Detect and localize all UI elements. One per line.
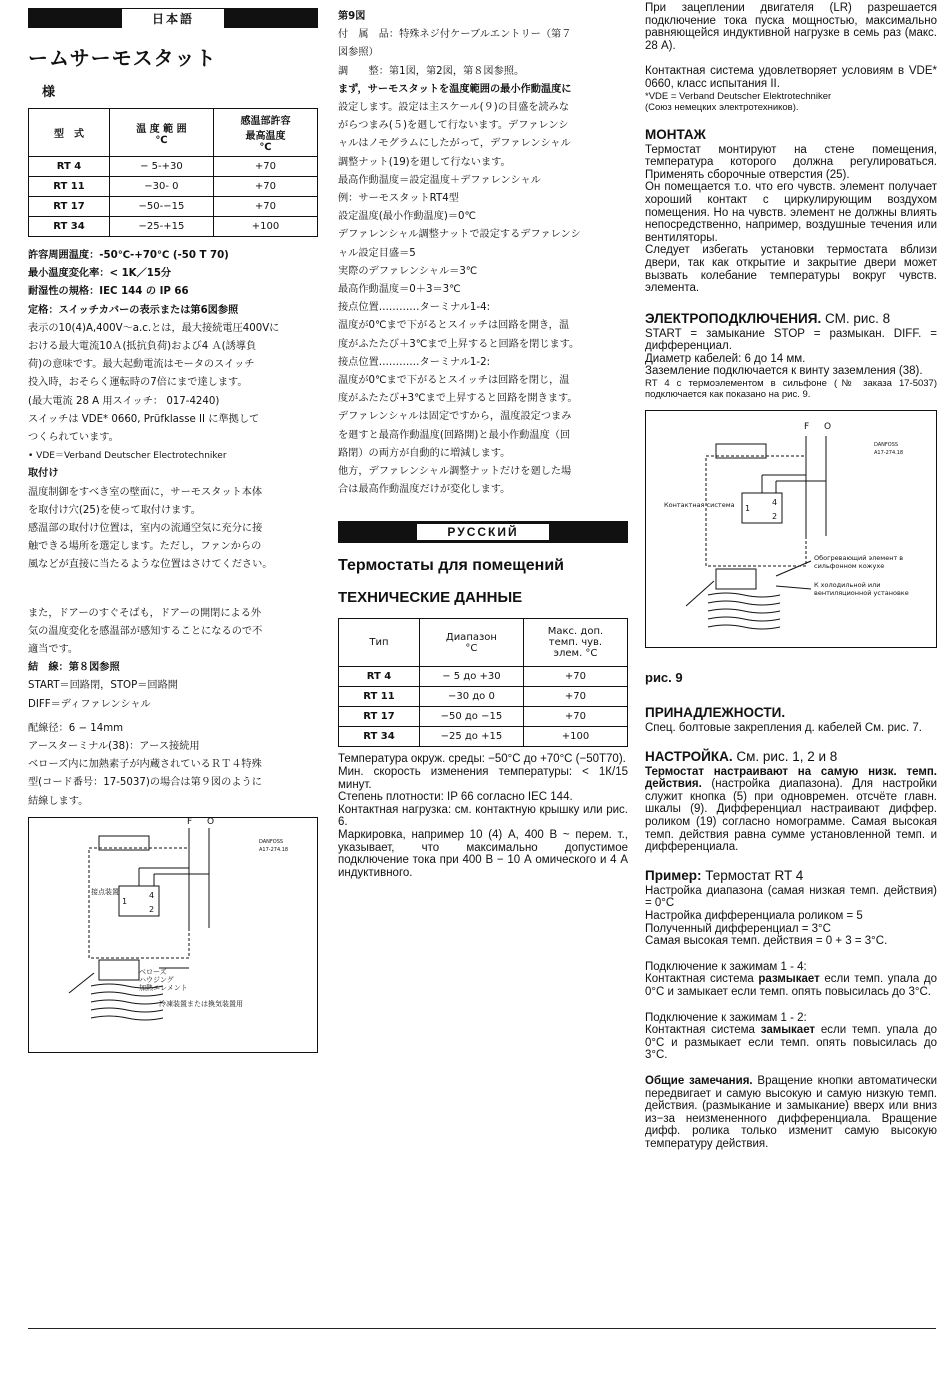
japanese-language-label: 日本語 [122, 9, 224, 28]
text-line: を取付け穴(25)を使って取付けます。 [28, 504, 201, 516]
figure-label-code: DANFOSS A17-274.18 [259, 838, 289, 853]
table-row [339, 667, 628, 687]
text-line: 調整ナット(19)を廻して行ないます。 [338, 156, 511, 168]
text-line: 第9図 [338, 11, 366, 22]
russian-wiring-figure [645, 410, 937, 648]
table-row [29, 157, 318, 177]
svg-text:4: 4 [149, 890, 155, 900]
general-remarks-bold: Общие замечания. [645, 1074, 753, 1087]
text-line: デファレンシャルは固定ですから，温度設定つまみ [338, 411, 572, 423]
russian-spec-table [338, 618, 628, 747]
figure-caption: рис. 9 [645, 670, 683, 686]
text-line: 配線径：6 − 14mm [28, 722, 124, 734]
example-text [645, 885, 937, 1151]
table-cell: −30 до 0 [419, 687, 523, 707]
figure-label-cold: К холодильной или вентиляционной установке [814, 581, 909, 598]
text-paragraph: При зацеплении двигателя (LR) разрешается подключение тока пуска мощностью, максимально равняющейся индуктивной нагрузке в семь раз (макс. 28 А). [645, 2, 937, 52]
connection-14-heading: Подключение к зажимам 1 - 4: [645, 960, 807, 973]
figure-label-code: DANFOSS A17-274.18 [874, 442, 904, 457]
text-line: 投入時，おそらく運転時の7倍にまで達します。 [28, 377, 248, 389]
mount-heading: МОНТАЖ [645, 126, 706, 142]
svg-text:4: 4 [772, 498, 778, 508]
text-line: デファレンシャル調整ナットで設定するデファレンシ [338, 229, 581, 241]
russian-tech-text [338, 753, 628, 879]
japanese-spec-text [28, 247, 318, 811]
text-paragraph: Контактная нагрузка: см. контактную крышку или рис. 6. [338, 803, 628, 829]
table-cell: − 5 до +30 [419, 667, 523, 687]
table-header: 型 式 [29, 109, 110, 157]
table-cell: RT 17 [339, 707, 420, 727]
table-cell: +100 [213, 217, 317, 237]
example-heading-text: Пример: [645, 867, 702, 883]
japanese-title: ームサーモスタット [28, 46, 217, 70]
electrical-text [645, 328, 937, 400]
connection-12-bold: замыкает [760, 1024, 816, 1037]
adjustment-bold-text: Термостат настраивают на самую низк. темп. действия. [645, 765, 937, 791]
text-paragraph: Заземление подключается к винту заземления (38). [645, 365, 923, 378]
adjustment-heading [645, 749, 937, 764]
text-line: スイッチは VDE* 0660, Prüfklasse II に準拠して [28, 413, 260, 425]
text-paragraph: Контактная система удовлетворяет условиям в VDE* 0660, класс испытания II. [645, 65, 937, 90]
table-row [29, 177, 318, 197]
page-bottom-divider [28, 1328, 936, 1329]
table-cell: −30‐ 0 [109, 177, 213, 197]
svg-text:2: 2 [772, 512, 778, 522]
russian-language-label: РУССКИЙ [417, 524, 548, 540]
table-cell: +70 [213, 197, 317, 217]
text-line: Настройка дифференциала роликом = 5 [645, 910, 863, 922]
electrical-heading [645, 311, 937, 326]
text-paragraph: Температура окруж. среды: −50°С до +70°С (−50Т70). [338, 753, 626, 766]
text-line: 最小温度変化率：< 1K／15分 [28, 268, 172, 280]
text-line: 表示の10(4)A,400V～a.c.とは，最大接続電圧400Vに [28, 322, 280, 334]
svg-text:1: 1 [745, 504, 751, 514]
text-paragraph: Следует избегать установки термостата вблизи двери, так как открытие и закрытие двери может вызвать колебание температуры вокруг чувств. элемента. [645, 244, 937, 295]
text-line: おける最大電流10Ａ(抵抗負荷)および4 Ａ(誘導負 [28, 341, 257, 353]
russian-column-3 [645, 2, 937, 1151]
adjustment-heading-text: НАСТРОЙКА. [645, 748, 733, 764]
figure-label-f: F [187, 816, 193, 827]
connection-14-bold: размыкает [758, 973, 820, 986]
table-cell: +70 [213, 177, 317, 197]
table-header: 温 度 範 囲 ℃ [109, 109, 213, 157]
text-paragraph: RT 4 с термоэлементом в сильфоне (№ заказа 17-5037) подключается как показано на рис. 9. [645, 378, 937, 401]
table-header: 感温部許容 最高温度 ℃ [213, 109, 317, 157]
text-line: がらつまみ(５)を廻して行ないます。デファレンシ [338, 120, 569, 132]
table-cell: −25 до +15 [419, 727, 523, 747]
table-cell: RT 17 [29, 197, 110, 217]
table-row [29, 197, 318, 217]
text-line: 風などが直接に当たるような位置はさけてください。 [28, 559, 273, 571]
table-cell: +70 [523, 707, 627, 727]
figure-label-o: O [824, 422, 832, 433]
text-paragraph: Спец. болтовые закрепления д. кабелей См. рис. 7. [645, 722, 922, 735]
text-line: 付 属 品：特殊ネジ付ケーブルエントリー（第７ [338, 29, 572, 41]
text-line: 最高作動温度＝0＋3＝3℃ [338, 284, 461, 296]
text-line: 感温部の取付け位置は，室内の流通空気に充分に接 [28, 523, 263, 535]
text-line: 例：サーモスタットRT4型 [338, 193, 459, 205]
figure-label-heater: Обогревающий элемент в сильфонном кожухе [814, 554, 904, 571]
text-line: 度がふたたび+3℃まで上昇すると回路を開きます。 [338, 393, 578, 405]
table-header: Тип [339, 619, 420, 667]
text-paragraph [645, 973, 937, 998]
figure-label-contact: 接点装置 [91, 887, 119, 896]
table-cell: −25‐+15 [109, 217, 213, 237]
text-line: Настройка диапазона (самая низкая темп. действия) = 0°С [645, 884, 937, 910]
text-line: 調 整：第1図，第2図，第８図参照。 [338, 65, 525, 77]
text-line: • VDE＝Verband Deutscher Electrotechniker [28, 451, 227, 462]
text-line: 図参照） [338, 47, 379, 59]
text-line: START＝回路閉，STOP＝回路開 [28, 680, 178, 692]
text-line: 定格：スイッチカバーの表示または第6図参照 [28, 304, 239, 316]
text-paragraph [645, 1075, 937, 1151]
column-2 [338, 8, 628, 879]
text-paragraph [645, 1024, 937, 1062]
text-paragraph: Он помещается т.о. что его чувств. элемент получает хороший контакт с циркулирующим воздухом помещения. Но на чувств. элемент не должны влиять непосредственно, например, воздушные течения или вентиляторы. [645, 181, 937, 244]
text-line: DIFF＝ディファレンシャル [28, 698, 151, 710]
text-line: 耐湿性の規格：IEC 144 の IP 66 [28, 286, 189, 298]
figure-label-cold: 冷凍装置または換気装置用 [159, 999, 243, 1008]
text-line: 接点位置…………ターミナル1-4: [338, 302, 490, 314]
text-line: 設定します。設定は主スケール(９)の目盛を読みな [338, 102, 570, 114]
russian-title: Термостаты для помещений [338, 557, 564, 575]
text-paragraph: Диаметр кабелей: 6 до 14 мм. [645, 352, 806, 365]
text-paragraph: START = замыкание STOP = размыкан. DIFF. = дифференциал. [645, 327, 937, 353]
footnote: *VDE = Verband Deutscher Elektrotechniker [645, 90, 832, 102]
text-paragraph: Мин. скорость изменения температуры: < 1К/15 минут. [338, 766, 628, 791]
text-line: ャル設定目盛＝5 [338, 247, 416, 259]
text-line: 温度が0℃まで下がるとスイッチは回路を開き，温 [338, 320, 570, 332]
connection-12-post: если темп. упала до 0°С и размыкает если темп. опять повысилась до 3°С. [645, 1024, 938, 1062]
text-line: 触できる場所を選定します。ただし，ファンからの [28, 541, 262, 553]
figure-label-bellows: ベローズ ハウジング 加熱エレメント [139, 967, 188, 992]
connection-14-post: если темп. упала до 0°С и замыкает если темп. опять повысилась до 3°С. [645, 973, 938, 998]
text-paragraph: Степень плотности: IP 66 согласно IEC 144. [338, 791, 573, 804]
japanese-column-1 [28, 8, 318, 1053]
svg-text:1: 1 [122, 896, 128, 906]
figure-label-f: F [804, 422, 810, 433]
text-line: アースターミナル(38)：アース接続用 [28, 741, 200, 753]
text-line: つくられています。 [28, 432, 119, 444]
text-paragraph: Маркировка, например 10 (4) А, 400 В ~ перем. т., указывает, что максимально допустимое подключение тока при 400 В − 10 А омического и 4 А индуктивного. [338, 829, 628, 879]
russian-subtitle: ТЕХНИЧЕСКИЕ ДАННЫЕ [338, 589, 523, 607]
text-line: (最大電流 28 A 用スイッチ： 017-4240) [28, 395, 220, 407]
figure-label-o: O [207, 816, 215, 827]
text-line: 気の温度変化を感温部が感知することになるので不 [28, 625, 263, 637]
table-cell: RT 34 [29, 217, 110, 237]
text-line: 接点位置…………ターミナル1-2: [338, 356, 490, 368]
text-line: 他方，デファレンシャル調整ナットだけを廻した場 [338, 466, 572, 478]
table-cell: +70 [523, 667, 627, 687]
table-cell: RT 11 [339, 687, 420, 707]
mount-text [645, 144, 937, 295]
text-line: 温度が0℃まで下がるとスイッチは回路を閉じ，温 [338, 375, 570, 387]
text-line: 実際のデファレンシャル＝3℃ [338, 265, 478, 277]
text-line: 許容周囲温度：-50℃-+70℃ (-50 T 70) [28, 250, 229, 261]
install-heading: 取付け [28, 468, 59, 480]
text-line: ャルはノモグラムにしたがって，デファレンシャル [338, 138, 571, 150]
electrical-heading-text: ЭЛЕКТРОПОДКЛЮЧЕНИЯ. [645, 310, 822, 326]
adjustment-heading-ref: См. рис. 1, 2 и 8 [736, 748, 838, 764]
connection-12-pre: Контактная система [645, 1024, 761, 1037]
table-cell: +70 [213, 157, 317, 177]
text-paragraph: Термостат монтируют на стене помещения, температура которого должна регулироваться. Применять сборочные отверстия (25). [645, 143, 937, 181]
table-cell: +100 [523, 727, 627, 747]
connection-12-heading: Подключение к зажимам 1 - 2: [645, 1011, 807, 1024]
russian-col3-text [645, 2, 937, 113]
text-line: Полученный дифференциал = 3°С [645, 922, 831, 935]
text-line: 最高作動温度＝設定温度＋デファレンシャル [338, 174, 541, 186]
japanese-language-bar [28, 8, 318, 28]
example-heading [645, 868, 937, 883]
text-line: ベローズ内に加熱素子が内蔵されているＲＴ４特殊 [28, 759, 262, 771]
accessories-heading: ПРИНАДЛЕЖНОСТИ. [645, 705, 786, 721]
text-line: Самая высокая темп. действия = 0 + 3 = 3°С. [645, 935, 888, 948]
table-cell: RT 11 [29, 177, 110, 197]
example-heading-ref: Термостат RT 4 [705, 867, 804, 883]
electrical-heading-ref: СМ. рис. 8 [824, 310, 891, 326]
text-line: 温度制御をすべき室の壁面に，サーモスタット本体 [28, 486, 263, 498]
table-cell: −50‐−15 [109, 197, 213, 217]
text-line: 適当です。 [28, 644, 79, 656]
text-line: 結線します。 [28, 795, 89, 807]
table-cell: RT 34 [339, 727, 420, 747]
adjustment-body-text: (настройка диапазона). Для настройки служит кнопка (5) при одновремен. отсчёте главн. шкалы (9). Дифференциал настраивают диффер. роликом (19) согласно номограмме. Самая высокая темп. действия равна сумме установленной темп. и дифференциала. [645, 778, 937, 854]
japanese-subtitle: 様 [42, 85, 56, 100]
table-cell: −50 до −15 [419, 707, 523, 727]
figure-label-contact: Контактная система [664, 501, 735, 510]
table-row [29, 217, 318, 237]
table-row [339, 707, 628, 727]
svg-text:2: 2 [149, 904, 155, 914]
text-line: 度がふたたび＋3℃まで上昇すると回路を閉じます。 [338, 338, 580, 350]
russian-language-bar [338, 521, 628, 543]
table-row [339, 727, 628, 747]
general-remarks-text: Вращение кнопки автоматически передвигает и самую высокую и самую низкую темп. действия. (размыкание и замыкание) вверх или вниз из−за неизмененного дифференциала. Вращение дифф. ролика только изменит самую высокую температуру действия. [645, 1074, 937, 1150]
text-line: まず，サーモスタットを温度範囲の最小作動温度に [338, 83, 572, 95]
text-line: 型(コード番号：17-5037)の場合は第９図のように [28, 777, 262, 789]
text-line: 設定温度(最小作動温度)＝0℃ [338, 211, 476, 223]
table-row [339, 687, 628, 707]
text-line: を廻すと最高作動温度(回路開)と最小作動温度（回 [338, 429, 571, 441]
accessories-text [645, 722, 937, 735]
text-line: 合は最高作動温度だけが変化します。 [338, 484, 511, 496]
adjustment-text [645, 766, 937, 854]
table-cell: − 5‐+30 [109, 157, 213, 177]
text-line: 路閉）の両方が自動的に増減します。 [338, 447, 511, 459]
table-header: Диапазон °С [419, 619, 523, 667]
japanese-wiring-figure [28, 817, 318, 1053]
japanese-spec-table [28, 108, 318, 237]
text-line: 荷)の意味です。最大起動電流はモータのスイッチ [28, 359, 255, 371]
japanese-adjustment-text [338, 8, 628, 499]
text-line: また，ドアーのすぐそばも，ドアーの開閉による外 [28, 607, 262, 619]
footnote: (Союз немецких электротехников). [645, 101, 799, 113]
table-cell: +70 [523, 687, 627, 707]
wiring-heading: 結 線：第８図参照 [28, 662, 120, 674]
table-cell: RT 4 [29, 157, 110, 177]
table-header: Макс. доп. темп. чув. элем. °С [523, 619, 627, 667]
table-cell: RT 4 [339, 667, 420, 687]
text-paragraph [645, 766, 937, 854]
connection-14-pre: Контактная система [645, 973, 759, 986]
